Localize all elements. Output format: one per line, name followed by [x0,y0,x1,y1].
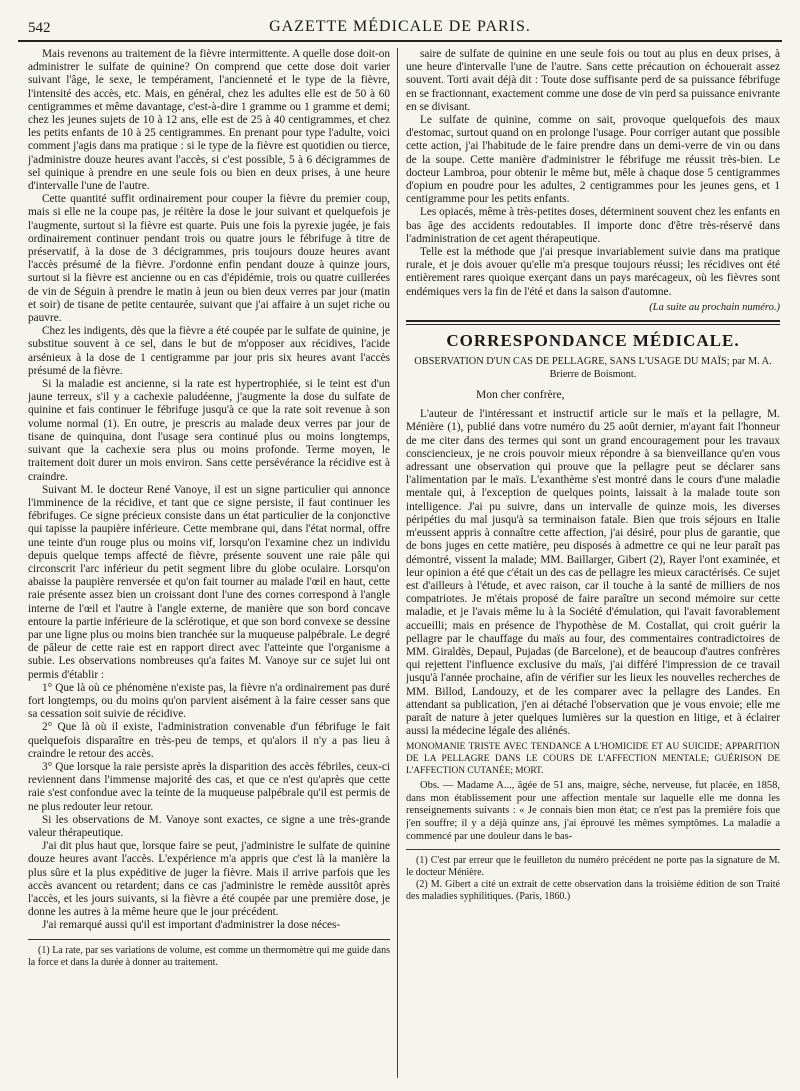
paragraph: J'ai dit plus haut que, lorsque faire se peut, j'administre le sulfate de quinine douze heures avant l'accès. L'expérience m'a appris que c'est là la manière la plus sûre et la plus expéditive de juger la fièvre. Mais il arrive parfois que les accès avancent ou retardent; dans ce cas j'administre le remède aussitôt après l'accès, et les jours suivants, si la fièvre a été coupée par une première dose, je donne les autres à la même heure que le jour précédent. [28,840,390,919]
paragraph: Suivant M. le docteur René Vanoye, il est un signe particulier qui annonce l'imminence de la récidive, et tant que ce signe persiste, il faut continuer les fébrifuges. Ce signe précieux consiste dans un état particulier de la conjonctive qui tapisse la paupière inférieure. Cette membrane qui, dans l'état normal, offre une teinte d'un rouge plus ou moins vif, lorsqu'on l'examine chez un individu depuis quelque temps affecté de fièvre, présente souvent une raie pâle qui circonscrit l'arc inférieur du petit segment libre du globe oculaire. Lorsqu'on abaisse la paupière renversée et qu'on fait tourner au malade l'œil en haut, cette raie présente assez bien un croissant dont l'une des cornes correspond à l'angle interne de l'œil et l'autre à l'angle externe, de manière que son bord concave entoure la partie inférieure de la sclérotique, et que son bord convexe se dessine par une ligne plus ou moins bien tranchée sur la muqueuse palpébrale. Le degré de pâleur de cette raie est en rapport direct avec l'atteinte que l'organisme a subie. Les observations nombreuses qu'a faites M. Vanoye sur ce sujet lui ont permis d'établir : [28,483,390,681]
section-rule [406,324,780,325]
paragraph: J'ai remarqué aussi qu'il est important d'administrer la dose néces- [42,919,341,932]
page-number: 542 [28,20,51,36]
paragraph: Telle est la méthode que j'ai presque invariablement suivie dans ma pratique rurale, et je dois avouer qu'elle m'a presque toujours réussi; les récidives ont été entièrement rares quoique exerçant dans un pays marécageux, où les fièvres sont endémiques vers la fin de l'été et dans la saison d'automne. [406,246,780,298]
paragraph: Cette quantité suffit ordinairement pour couper la fièvre du premier coup, mais si elle ne la coupe pas, je réitère la dose le jour suivant et quelquefois je l'augmente, surtout si la fièvre est quarte. Puis une fois la pyrexie jugée, je fais ordinairement continuer pendant trois ou quatre jours le fébrifuge à titre de préservatif, à la dose de 3 décigrammes, pris toujours douze heures avant l'accès présumé de la fièvre. J'ordonne enfin pendant douze à quinze jours, surtout si la fièvre est ancienne ou en cas d'épidémie, trois ou quatre cuillerées de vin de Séguin à prendre le matin à jeun ou bien deux verres par jour (matin et soir) de tisane de petite centaurée, suivant que j'ai affaire à un sujet riche ou pauvre. [28,193,390,325]
right-column [406,48,780,1078]
columns [28,48,780,1078]
salutation: Mon cher confrère, [476,389,565,402]
section-title: CORRESPONDANCE MÉDICALE. [446,331,740,351]
paragraph: Les opiacés, même à très-petites doses, déterminent souvent chez les enfants en bas âge des accidents redoutables. Il importe donc d'être très-réservé dans l'administration de cet agent thérapeutique. [406,206,780,245]
paragraph: Le sulfate de quinine, comme on sait, provoque quelquefois des maux d'estomac, surtout quand on en prolonge l'usage. Pour corriger autant que possible cette action, j'ai l'habitude de le faire prendre dans un demi-verre de vin ou dans de la soupe. Cette manière d'administrer le fébrifuge me réussit très-bien. Le docteur Lambroa, pour obtenir le même but, mêle à chaque dose 5 centigrammes d'opium en poudre pour les adultes, 2 centigrammes pour les jeunes gens, et 1 centigramme pour les petits enfants. [406,114,780,206]
footnote-rule [406,849,780,850]
paragraph: 2° Que là où il existe, l'administration convenable d'un fébrifuge le fait quelquefois disparaître en très-peu de temps, et qu'alors il n'y a pas lieu à craindre le retour des accès. [28,721,390,760]
section-rule [406,320,780,322]
continued-note: (La suite au prochain numéro.) [649,301,780,313]
paragraph: Chez les indigents, dès que la fièvre a été coupée par le sulfate de quinine, je substitue souvent à ce sel, dans le but de m'opposer aux récidives, l'acide arsénieux à la dose de 1 centigramme par jour pris six heures avant l'accès présumé de la fièvre. [28,325,390,377]
paragraph: saire de sulfate de quinine en une seule fois ou tout au plus en deux prises, à une heure d'intervalle l'une de l'autre. Sans cette précaution on échouerait assez souvent. Torti avait déjà dit : Toute dose suffisante perd de sa puissance fébrifuge en se fractionnant, exactement comme une dose de vin perd sa puissance enivrante en se divisant. [406,48,780,113]
footnote: (2) M. Gibert a cité un extrait de cette observation dans la troisième édition de son Traité des maladies syphilitiques. (Paris, 1860.) [406,879,780,903]
case-text: Obs. — Madame A..., âgée de 51 ans, maigre, sèche, nerveuse, fut placée, en 1858, dans mon établissement pour une affection mentale sur laquelle elle me donna les renseignements suivants : « Je connais bien mon état; ce n'est pas la première fois que j'en souffre; il y a déjà quinze ans, j'ai éprouvé les mêmes symptômes. La maladie a commencé par une douleur dans le bas- [406,780,780,842]
journal-title: GAZETTE MÉDICALE DE PARIS. [269,18,531,35]
case-heading: MONOMANIE TRISTE AVEC TENDANCE A L'HOMICIDE ET AU SUICIDE; APPARITION DE LA PELLAGRE DANS LE COURS DE L'AFFECTION MENTALE; GUÉRISON DE L'AFFECTION CUTANÉE; MORT. [406,742,780,776]
paragraph: 1° Que là où ce phénomène n'existe pas, la fièvre n'a ordinairement pas duré fort longtemps, ou du moins qu'on parvient aisément à la faire cesser sans que sa cessation soit suivie de récidive. [28,681,390,721]
paragraph: Si les observations de M. Vanoye sont exactes, ce signe a une très-grande valeur thérapeutique. [28,813,390,839]
footnote-rule [28,939,390,940]
page-header [18,14,782,42]
paragraph: Si la maladie est ancienne, si la rate est hypertrophiée, si le teint est d'un jaune terreux, s'il y a cachexie paludéenne, j'augmente la dose du sulfate de quinine et fais continuer le fébrifuge jusqu'à ce que la rate soit revenue à son volume normal (1). En outre, je prescris au malade deux verres par jour de tisane de quinquina, dont l'usage sera continué plus ou moins longtemps, suivant que la cachexie sera plus ou moins profonde. Terme moyen, le traitement doit durer un mois environ. Sans cette persévérance la récidive est à craindre. [28,378,390,483]
column-divider [397,48,398,1078]
paragraph: Mais revenons au traitement de la fièvre intermittente. A quelle dose doit-on administrer le sulfate de quinine? On comprend que cette dose doit varier suivant l'âge, le sexe, le tempérament, l'ancienneté et le type de la fièvre, l'intensité des accès, etc. Mais, en général, chez les adultes elle est de 50 à 60 centigrammes et même davantage, c'est-à-dire 1 gramme ou 1 gramme et demi; chez les jeunes sujets de 10 à 12 ans, elle est de 25 à 40 centigrammes, et chez les petits enfants de 10 à 25 centigrammes. En prenant pour type l'adulte, voici comment j'agis dans ma pratique : si le type de la fièvre est quotidien ou tierce, j'administre douze heures avant l'accès, si c'est possible, 5 à 6 décigrammes de sel quinique à prendre en une seule fois ou bien en deux prises, à une heure d'intervalle l'une de l'autre. [28,48,390,193]
paragraph: 3° Que lorsque la raie persiste après la disparition des accès fébriles, ceux-ci reviennent dans l'immense majorité des cas, et que ce n'est qu'après que cette raie s'est confondue avec la teinte de la muqueuse palpébrale qu'il est permis de ne plus redouter leur retour. [28,760,390,813]
footnote: (1) La rate, par ses variations de volume, est comme un thermomètre qui me guide dans la force et dans la durée à donner au traitement. [28,944,390,968]
article-title: OBSERVATION D'UN CAS DE PELLAGRE, SANS L'USAGE DU MAÏS; par M. A. Brierre de Boismont. [414,356,772,381]
paragraph: L'auteur de l'intéressant et instructif article sur le maïs et la pellagre, M. Ménière (1), publié dans votre numéro du 25 août dernier, m'ayant fait l'honneur de me citer dans des termes qui sont un grand encouragement pour les travaux consciencieux, je ne crois pouvoir mieux répondre à sa bienveillance qu'en vous adressant une observation qui prouve que la pellagre peut se déclarer sans l'alimentation par le maïs. L'exanthème s'est montré dans le cours d'une maladie mentale qui, à l'exception de quelques points, laissait à la malade toute son intelligence. J'ai pu suivre, dans un intervalle de quinze mois, les diverses péripéties du mal jusqu'à sa terminaison fatale. Bien que trois séjours en Italie m'eussent appris à connaître cette affection, j'ai désiré, pour plus de garantie, que de bons juges en cette matière, peu disposés à admettre ce qui ne leur paraît pas démontré, vissent la malade; MM. Baillarger, Gibert (2), Rayer l'ont examinée, et leur opinion a été que c'était un des cas de pellagre les mieux caractérisés. Ce sujet est d'ailleurs à l'étude, et avec raison, car il touche à la santé de milliers de nos compatriotes. Je m'étais proposé de faire paraître un second mémoire sur cette maladie, et je l'avais même lu à la Société d'émulation, qui l'avait favorablement accueilli; mais en présence de l'hypothèse de M. Costallat, qui croit guérir la pellagre par le chauffage du maïs au four, des commentaires contradictoires de MM. Giraldès, Depaul, Pujadas (de Barcelone), et de beaucoup d'autres confrères qui rejettent l'influence exclusive du maïs, j'ai différé l'impression de ce travail jusqu'à l'année prochaine, afin de vérifier sur les lieux les nouvelles recherches de MM. Billod, Landouzy, et de les comparer avec la pellagre des Landes. En attendant sa publication, j'en ai détaché l'observation que je vous envoie; elle me paraît de nature à jeter quelques lumières sur la question en litige, et à éclairer aussi la médecine légale des aliénés. [406,408,780,738]
footnote: (1) C'est par erreur que le feuilleton du numéro précédent ne porte pas la signature de M. le docteur Ménière. [406,855,780,879]
left-column [28,48,390,1078]
